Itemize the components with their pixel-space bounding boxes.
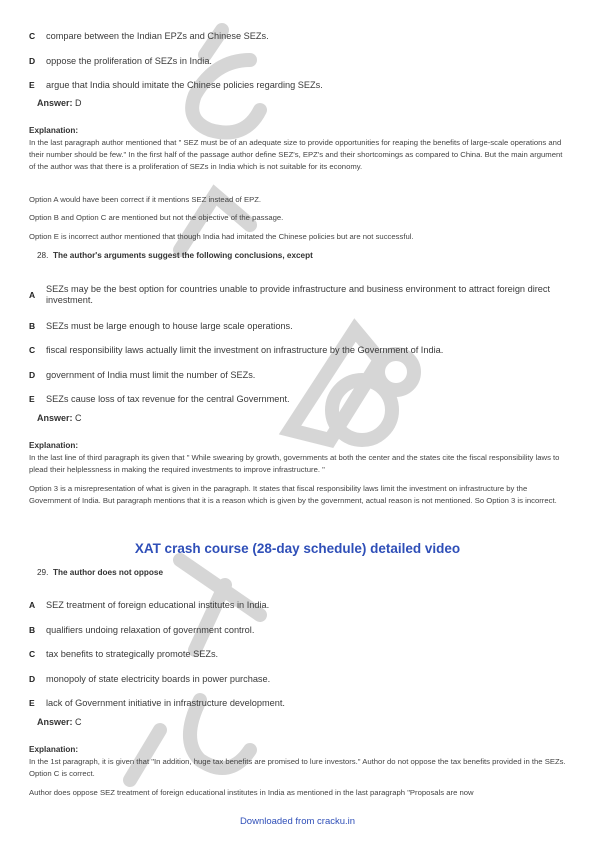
q29-option-a[interactable] (29, 600, 269, 610)
footer-download-link[interactable]: Downloaded from cracku.in (239, 816, 356, 827)
option-text: qualifiers undoing relaxation of government control. (46, 625, 255, 635)
option-letter: C (29, 649, 36, 659)
option-letter: D (29, 674, 36, 684)
answer-value: D (75, 98, 82, 108)
option-text: argue that India should imitate the Chinese policies regarding SEZs. (46, 80, 323, 90)
q29-option-c[interactable] (29, 649, 218, 659)
q27-option-c[interactable] (29, 31, 269, 41)
option-text: SEZs cause loss of tax revenue for the central Government. (46, 394, 290, 404)
option-text: lack of Government initiative in infrastructure development. (46, 698, 285, 708)
q29-option-e[interactable] (29, 698, 285, 708)
option-letter: D (29, 370, 36, 380)
q27-answer (37, 98, 82, 108)
option-text: government of India must limit the number of SEZs. (46, 370, 256, 380)
q27-explanation-heading: Explanation: (29, 126, 79, 135)
option-letter: B (29, 625, 36, 635)
question-number: 29. (37, 568, 49, 577)
q28-option-a[interactable] (29, 284, 559, 306)
q28-answer (37, 413, 82, 423)
q29-question (37, 568, 163, 577)
crash-course-video-link[interactable]: XAT crash course (28-day schedule) detailed video (134, 541, 461, 556)
q27-option-d[interactable] (29, 56, 212, 66)
answer-label: Answer: (37, 98, 73, 108)
question-number: 28. (37, 251, 49, 260)
q29-explanation-heading: Explanation: (29, 745, 79, 754)
q29-option-b[interactable] (29, 625, 254, 635)
question-text: The author's arguments suggest the following conclusions, except (52, 251, 313, 260)
q28-explanation-para-1: In the last line of third paragraph its given that " While swearing by growth, governments at both the center and the states cite the fiscal responsibility laws to plead their helplessness in making the required investments to improve infrastructure. " (29, 453, 560, 474)
option-letter: E (29, 394, 35, 404)
answer-value: C (75, 413, 82, 423)
q27-explanation-para-4: Option E is incorrect author mentioned that though India had imitated the Chinese policies but are not successful. (29, 232, 414, 241)
q28-option-d[interactable] (29, 370, 255, 380)
option-letter: D (29, 56, 36, 66)
option-letter: A (29, 290, 36, 300)
option-letter: B (29, 321, 36, 331)
q29-explanation-para-2: Author does oppose SEZ treatment of foreign educational institutes in India as mentioned in the last paragraph "Proposals are now (29, 788, 474, 797)
option-letter: A (29, 600, 36, 610)
option-text: fiscal responsibility laws actually limit the investment on infrastructure by the Government of India. (46, 345, 444, 355)
q28-option-c[interactable] (29, 345, 443, 355)
option-text: tax benefits to strategically promote SEZs. (46, 649, 219, 659)
q29-explanation-para-1: In the 1st paragraph, it is given that "In addition, huge tax benefits are promised to lure investors." Author do not oppose the tax benefits provided in the SEZs. Option C is correct. (29, 757, 566, 778)
option-text: SEZs must be large enough to house large scale operations. (46, 321, 293, 331)
answer-label: Answer: (37, 413, 73, 423)
q28-explanation-para-2: Option 3 is a misrepresentation of what is given in the paragraph. It states that fiscal responsibility laws limit the investment on infrastructure by the Government of India. But paragraph mentions that it is a reason which is given by the government, actual reason is not mentioned. So Option 3 is incorrect. (29, 484, 557, 505)
q28-option-e[interactable] (29, 394, 290, 404)
option-text: SEZs may be the best option for countries unable to provide infrastructure and business environment to attract foreign direct investment. (46, 284, 551, 305)
option-letter: C (29, 345, 36, 355)
answer-value: C (75, 717, 82, 727)
q27-explanation-para-3: Option B and Option C are mentioned but not the objective of the passage. (29, 213, 284, 222)
answer-label: Answer: (37, 717, 73, 727)
q27-option-e[interactable] (29, 80, 323, 90)
q27-explanation-para-1: In the last paragraph author mentioned that " SEZ must be of an adequate size to provide opportunities for reaping the benefits of large-scale operations and their number should be few." In the first half of the passage author define SEZ's, EPZ's and their shortcomings as compared to China. But the main argument of the author was that there is a proliferation of SEZs in India which is not suitable for its economy. (29, 138, 563, 171)
q28-question (37, 251, 313, 260)
question-text: The author does not oppose (52, 568, 164, 577)
option-letter: C (29, 31, 36, 41)
option-text: monopoly of state electricity boards in power purchase. (46, 674, 271, 684)
q28-explanation-heading: Explanation: (29, 441, 79, 450)
q27-explanation-para-2: Option A would have been correct if it mentions SEZ instead of EPZ. (29, 195, 262, 204)
q28-option-b[interactable] (29, 321, 293, 331)
option-letter: E (29, 698, 35, 708)
option-text: oppose the proliferation of SEZs in India. (46, 56, 212, 66)
q29-answer (37, 717, 82, 727)
option-text: compare between the Indian EPZs and Chinese SEZs. (46, 31, 269, 41)
option-letter: E (29, 80, 35, 90)
option-text: SEZ treatment of foreign educational institutes in India. (46, 600, 270, 610)
q29-option-d[interactable] (29, 674, 270, 684)
